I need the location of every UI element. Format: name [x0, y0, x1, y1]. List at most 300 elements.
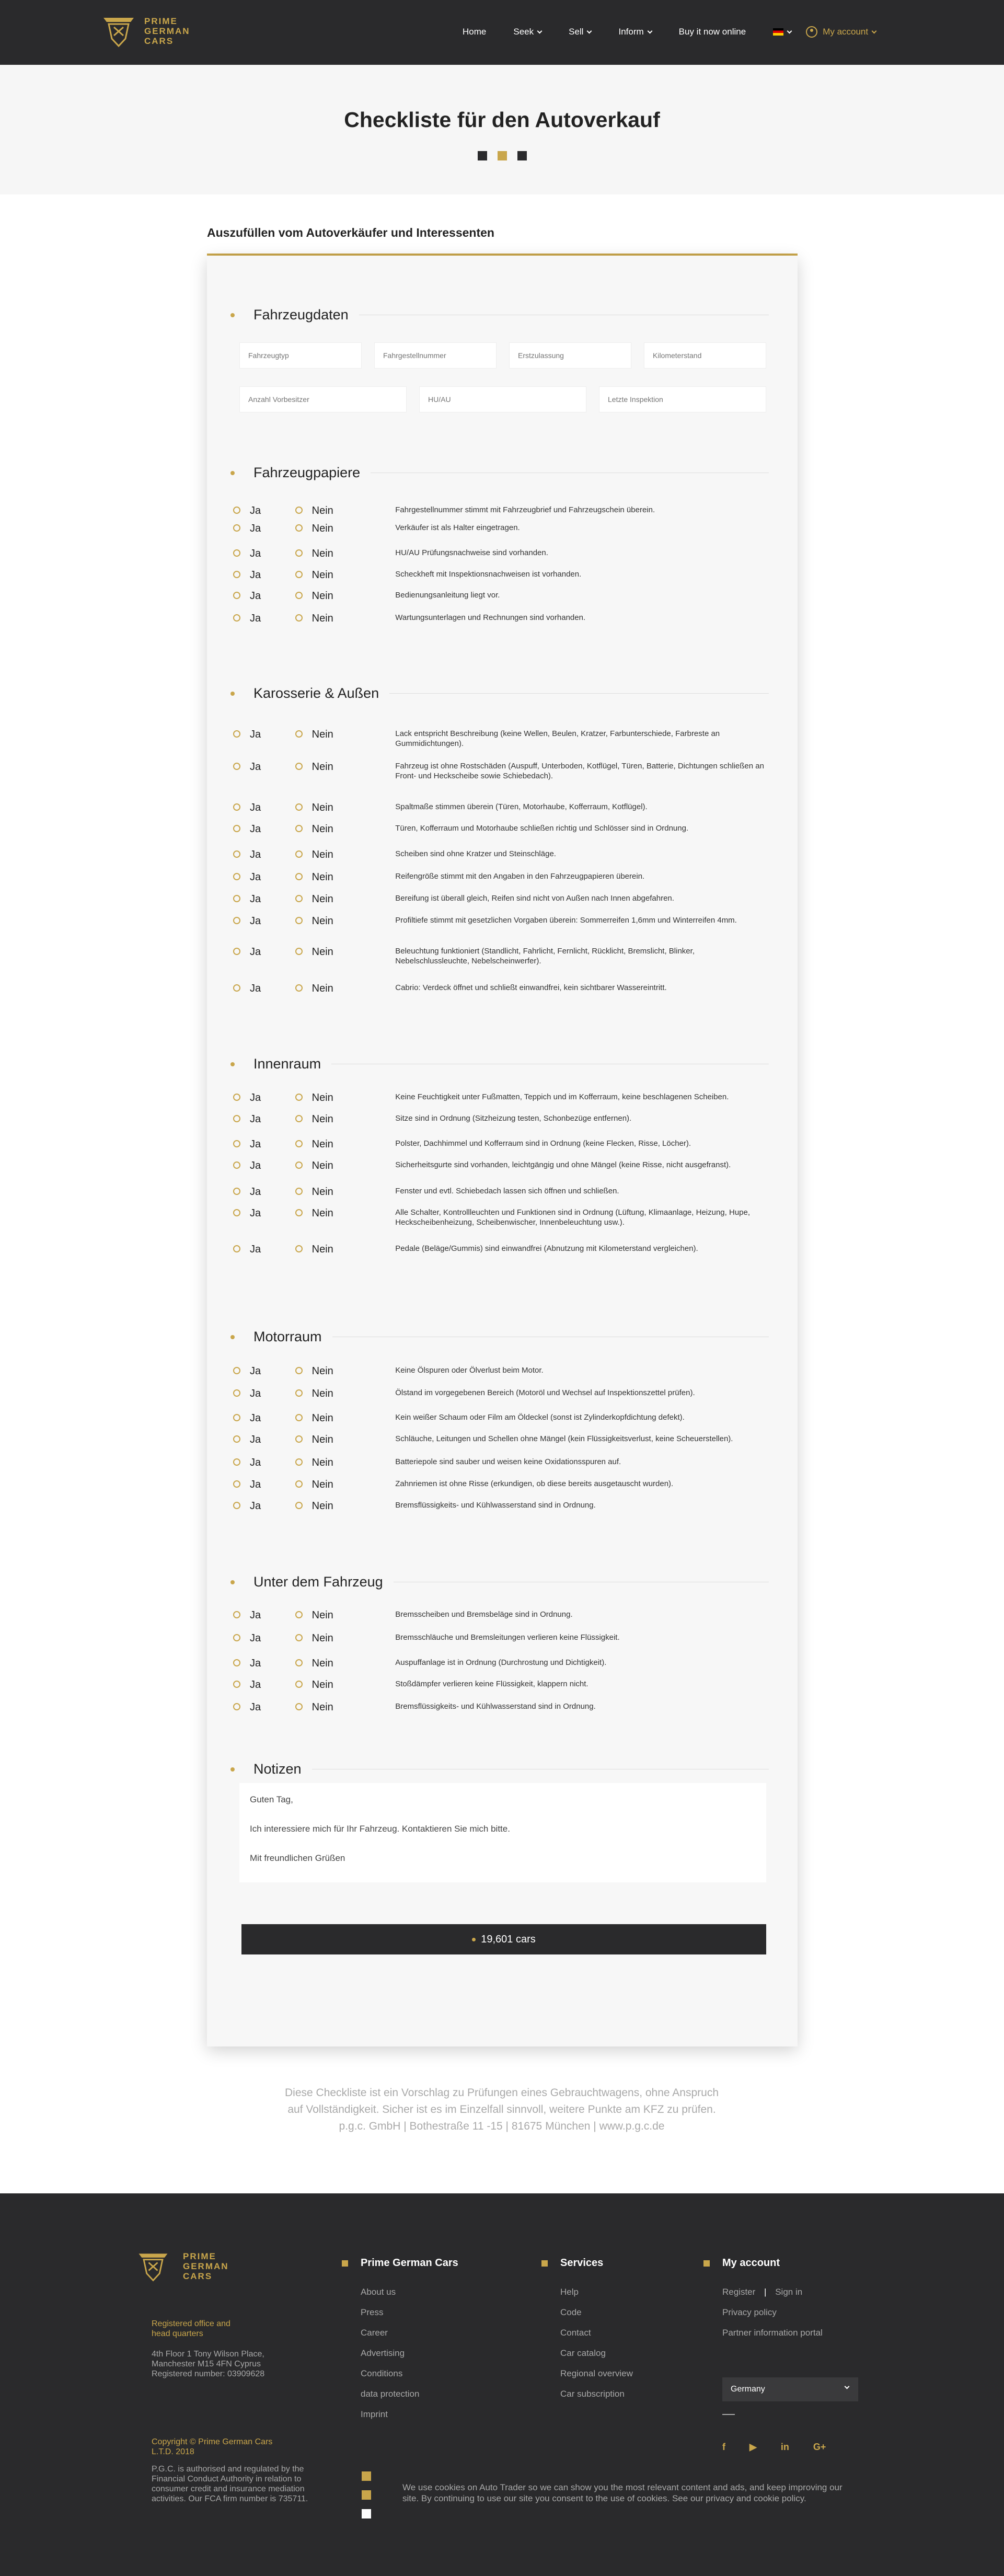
radio-label: Ja — [250, 1388, 261, 1399]
checklist-row — [233, 871, 766, 883]
top-navbar — [0, 0, 1004, 65]
radio-label: Nein — [311, 1434, 333, 1445]
group-header — [230, 1056, 769, 1072]
radio-circle-icon — [233, 948, 240, 955]
group-header — [230, 465, 769, 481]
radio-label: Nein — [311, 761, 333, 773]
bullet-square — [703, 2260, 710, 2267]
checklist-row — [233, 849, 766, 861]
account-menu[interactable]: My account — [806, 26, 876, 38]
checklist-item-text: Bedienungsanleitung liegt vor. — [395, 591, 500, 600]
checklist-row — [233, 1244, 766, 1256]
checkbox-icon[interactable] — [362, 2471, 371, 2481]
radio-circle-icon — [295, 1367, 303, 1374]
radio-label: Nein — [311, 1412, 333, 1424]
checklist-item-text: Keine Feuchtigkeit unter Fußmatten, Teppich und im Kofferraum, keine beschlagenen Scheiben. — [395, 1092, 729, 1101]
checklist-item-text: Reifengröße stimmt mit den Angaben in den Fahrzeugpapieren überein. — [395, 872, 645, 881]
checklist-item-text: Sitze sind in Ordnung (Sitzheizung testen, Schonbezüge entfernen). — [395, 1114, 632, 1123]
footer-link-car-catalog[interactable]: Car catalog — [560, 2348, 606, 2358]
radio-label: Nein — [311, 1701, 333, 1713]
youtube-icon[interactable]: ▶ — [749, 2442, 757, 2452]
radio-ja[interactable] — [233, 823, 295, 835]
radio-nein[interactable] — [295, 1244, 357, 1256]
footer-link-press[interactable]: Press — [361, 2307, 384, 2317]
checkbox-icon[interactable] — [362, 2509, 371, 2518]
radio-label: Nein — [311, 1679, 333, 1690]
divider — [722, 2414, 735, 2415]
radio-circle-icon — [295, 825, 303, 832]
group-title: Fahrzeugpapiere — [253, 465, 361, 480]
radio-label: Nein — [311, 569, 333, 581]
radio-ja[interactable] — [233, 1092, 295, 1104]
checklist-row — [233, 505, 766, 517]
radio-circle-icon — [233, 1414, 240, 1421]
radio-ja[interactable] — [233, 548, 295, 560]
radio-label: Ja — [250, 523, 261, 534]
radio-nein[interactable] — [295, 569, 357, 581]
radio-circle-icon — [233, 1681, 240, 1688]
radio-label: Ja — [250, 761, 261, 773]
checklist-item-text: Wartungsunterlagen und Rechnungen sind vorhanden. — [395, 613, 586, 622]
checklist-item-text: Keine Ölspuren oder Ölverlust beim Motor. — [395, 1366, 544, 1375]
input-letzte-inspektion[interactable] — [599, 386, 766, 412]
radio-circle-icon — [233, 1502, 240, 1509]
radio-nein[interactable] — [295, 590, 357, 602]
logo[interactable] — [99, 12, 190, 50]
bullet-dot — [230, 313, 235, 317]
chevron-down-icon — [587, 28, 592, 33]
radio-label: Ja — [250, 1244, 261, 1255]
radio-circle-icon — [295, 1188, 303, 1195]
radio-ja[interactable] — [233, 1658, 295, 1670]
checklist-row — [233, 1679, 766, 1691]
checklist-row — [233, 1500, 766, 1512]
radio-circle-icon — [295, 1140, 303, 1147]
checklist-row — [233, 1113, 766, 1125]
radio-ja[interactable] — [233, 523, 295, 535]
cookie-text: We use cookies on Auto Trader so we can show you the most relevant content and ads, and keep improving our site. By continuing to use our site you consent to the use of cookies. See our privacy and cookie policy. — [402, 2482, 843, 2503]
radio-nein[interactable] — [295, 1092, 357, 1104]
radio-ja[interactable] — [233, 871, 295, 883]
radio-circle-icon — [295, 571, 303, 578]
radio-ja[interactable] — [233, 729, 295, 741]
radio-circle-icon — [233, 850, 240, 858]
radio-nein[interactable] — [295, 1679, 357, 1691]
checklist-item-text: Alle Schalter, Kontrollleuchten und Funktionen sind in Ordnung (Lüftung, Klimaanlage, Heizung, Hupe, Heckscheibenheizung, Scheibenwischer, Innenbeleuchtung usw.). — [395, 1208, 751, 1227]
checklist-row — [233, 1138, 766, 1151]
radio-circle-icon — [295, 1209, 303, 1216]
radio-ja[interactable] — [233, 983, 295, 995]
radio-nein[interactable] — [295, 761, 357, 773]
bullet-dot — [472, 1938, 476, 1941]
input-fahrzeugtyp[interactable] — [239, 342, 362, 369]
checklist-row — [233, 983, 766, 995]
radio-nein[interactable] — [295, 1479, 357, 1491]
radio-nein[interactable] — [295, 613, 357, 625]
fca-notice: P.G.C. is authorised and regulated by the Financial Conduct Authority in relation to consumer credit and insurance mediation activities. Our FCA firm number is 735711. — [152, 2465, 308, 2503]
google-plus-icon[interactable]: G+ — [813, 2442, 826, 2452]
checklist-item-text: Polster, Dachhimmel und Kofferraum sind in Ordnung (keine Flecken, Risse, Löcher). — [395, 1139, 691, 1148]
input-hu-au[interactable] — [419, 386, 586, 412]
radio-ja[interactable] — [233, 1457, 295, 1469]
checklist-item-text: Beleuchtung funktioniert (Standlicht, Fahrlicht, Fernlicht, Rücklicht, Bremslicht, Blinker, Nebelschlussleuchte, Nebelscheinwerfer). — [395, 947, 695, 965]
cars-counter-button[interactable] — [241, 1924, 766, 1954]
radio-ja[interactable] — [233, 893, 295, 905]
footer-link-signin[interactable]: Sign in — [775, 2287, 803, 2297]
radio-nein[interactable] — [295, 1388, 357, 1400]
radio-circle-icon — [295, 1502, 303, 1509]
footer-link-code[interactable]: Code — [560, 2307, 582, 2317]
radio-label: Nein — [311, 983, 333, 994]
radio-nein[interactable] — [295, 1412, 357, 1424]
checklist-row — [233, 802, 766, 814]
bullet-dot — [230, 1335, 235, 1339]
title-decoration — [0, 151, 1004, 160]
radio-label: Ja — [250, 1457, 261, 1468]
footer-link-data-protection[interactable]: data protection — [361, 2389, 420, 2399]
radio-nein[interactable] — [295, 505, 357, 517]
radio-label: Ja — [250, 915, 261, 927]
radio-ja[interactable] — [233, 505, 295, 517]
radio-ja[interactable] — [233, 1365, 295, 1377]
radio-nein[interactable] — [295, 1138, 357, 1151]
input-kilometerstand[interactable] — [644, 342, 766, 369]
checklist-row — [233, 915, 766, 927]
radio-ja[interactable] — [233, 761, 295, 773]
radio-label: Ja — [250, 1365, 261, 1377]
disclaimer: Diese Checkliste ist ein Vorschlag zu Prüfungen eines Gebrauchtwagens, ohne Anspruch auf Vollständigkeit. Sicher ist es im Einzelfall sinnvoll, weitere Punkte am KFZ zu prüfen. p.g.c. GmbH | Bothestraße 11 -15 | 81675 München | www.p.g.c.de — [285, 2087, 719, 2132]
checklist-row — [233, 523, 766, 535]
radio-label: Nein — [311, 1244, 333, 1255]
radio-nein[interactable] — [295, 1500, 357, 1512]
chevron-down-icon — [787, 28, 792, 33]
radio-circle-icon — [295, 730, 303, 738]
footer-link-about[interactable]: About us — [361, 2287, 396, 2297]
nav-seek[interactable]: Seek — [513, 27, 541, 37]
checklist-item-text: Fenster und evtl. Schiebedach lassen sich öffnen und schließen. — [395, 1187, 619, 1195]
footer-link-imprint[interactable]: Imprint — [361, 2409, 388, 2419]
radio-ja[interactable] — [233, 1113, 295, 1125]
checklist-row — [233, 761, 766, 781]
group-title: Karosserie & Außen — [253, 685, 379, 701]
radio-label: Nein — [311, 613, 333, 624]
chevron-down-icon — [647, 28, 652, 33]
radio-nein[interactable] — [295, 871, 357, 883]
group-header — [230, 685, 769, 702]
radio-circle-icon — [233, 763, 240, 770]
radio-ja[interactable] — [233, 915, 295, 927]
radio-nein[interactable] — [295, 983, 357, 995]
radio-label: Ja — [250, 1658, 261, 1669]
radio-label: Ja — [250, 613, 261, 624]
radio-label: Ja — [250, 1679, 261, 1690]
radio-nein[interactable] — [295, 946, 357, 958]
radio-circle-icon — [295, 614, 303, 622]
footer — [0, 2193, 1004, 2576]
link-separator: | — [764, 2287, 767, 2297]
radio-circle-icon — [295, 917, 303, 924]
nav-sell[interactable]: Sell — [569, 27, 591, 37]
nav-home[interactable]: Home — [463, 27, 487, 37]
radio-label: Ja — [250, 983, 261, 994]
notes-line: Guten Tag, — [250, 1795, 293, 1804]
radio-nein[interactable] — [295, 1365, 357, 1377]
footer-link-help[interactable]: Help — [560, 2287, 579, 2297]
radio-label: Nein — [311, 523, 333, 534]
radio-nein[interactable] — [295, 1609, 357, 1622]
radio-circle-icon — [233, 1188, 240, 1195]
radio-ja[interactable] — [233, 569, 295, 581]
radio-nein[interactable] — [295, 1457, 357, 1469]
footer-link-privacy[interactable]: Privacy policy — [722, 2307, 777, 2317]
radio-label: Nein — [311, 893, 333, 905]
radio-circle-icon — [295, 549, 303, 557]
radio-nein[interactable] — [295, 802, 357, 814]
checklist-row — [233, 590, 766, 602]
radio-ja[interactable] — [233, 1434, 295, 1446]
checkbox-icon[interactable] — [362, 2490, 371, 2500]
radio-circle-icon — [233, 1162, 240, 1169]
radio-ja[interactable] — [233, 1679, 295, 1691]
radio-circle-icon — [233, 592, 240, 599]
radio-circle-icon — [233, 895, 240, 902]
radio-label: Ja — [250, 569, 261, 581]
radio-label: Nein — [311, 1609, 333, 1621]
checklist-item-text: Profiltiefe stimmt mit gesetzlichen Vorgaben überein: Sommerreifen 1,6mm und Winterreifen 4mm. — [395, 916, 737, 925]
radio-circle-icon — [233, 1659, 240, 1666]
footer-link-conditions[interactable]: Conditions — [361, 2368, 403, 2378]
linkedin-icon[interactable]: in — [780, 2442, 789, 2452]
checklist-item-text: Schläuche, Leitungen und Schellen ohne Mängel (kein Flüssigkeitsverlust, keine Scheuerstellen). — [395, 1434, 733, 1443]
footer-col-title: My account — [703, 2257, 823, 2269]
footer-logo[interactable] — [130, 2248, 229, 2284]
notes-line: Ich interessiere mich für Ihr Fahrzeug. Kontaktieren Sie mich bitte. — [250, 1824, 510, 1834]
checklist-item-text: Batteriepole sind sauber und weisen keine Oxidationsspuren auf. — [395, 1457, 621, 1466]
footer-col-services — [541, 2257, 633, 2409]
square-dark — [478, 151, 487, 160]
group-title: Motorraum — [253, 1329, 322, 1344]
radio-ja[interactable] — [233, 946, 295, 958]
checklist-item-text: HU/AU Prüfungsnachweise sind vorhanden. — [395, 548, 548, 557]
radio-label: Nein — [311, 1658, 333, 1669]
radio-label: Nein — [311, 1365, 333, 1377]
radio-circle-icon — [295, 1611, 303, 1618]
footer-link-career[interactable]: Career — [361, 2328, 388, 2338]
radio-nein[interactable] — [295, 1113, 357, 1125]
radio-nein[interactable] — [295, 548, 357, 560]
radio-nein[interactable] — [295, 1658, 357, 1670]
checklist-item-text: Ölstand im vorgegebenen Bereich (Motoröl und Wechsel auf Inspektionszettel prüfen). — [395, 1388, 695, 1397]
radio-label: Nein — [311, 1457, 333, 1468]
radio-label: Ja — [250, 590, 261, 602]
footer-link-car-subscription[interactable]: Car subscription — [560, 2389, 625, 2399]
radio-label: Nein — [311, 1388, 333, 1399]
radio-circle-icon — [295, 895, 303, 902]
footer-col-account — [703, 2257, 823, 2348]
footer-link-regional-overview[interactable]: Regional overview — [560, 2368, 633, 2378]
radio-nein[interactable] — [295, 1434, 357, 1446]
radio-circle-icon — [233, 825, 240, 832]
group-header — [230, 1574, 769, 1590]
radio-ja[interactable] — [233, 1388, 295, 1400]
radio-ja[interactable] — [233, 1412, 295, 1424]
checklist-item-text: Bremsflüssigkeits- und Kühlwasserstand sind in Ordnung. — [395, 1702, 596, 1711]
checklist-item-text: Zahnriemen ist ohne Risse (erkundigen, ob diese bereits ausgetauscht wurden). — [395, 1479, 674, 1488]
radio-label: Nein — [311, 1160, 333, 1171]
radio-label: Ja — [250, 802, 261, 813]
radio-label: Ja — [250, 1701, 261, 1713]
checklist-row — [233, 1609, 766, 1622]
square-gold — [498, 151, 507, 160]
radio-circle-icon — [233, 1209, 240, 1216]
radio-nein[interactable] — [295, 893, 357, 905]
bullet-dot — [230, 1580, 235, 1584]
radio-label: Ja — [250, 1632, 261, 1644]
radio-circle-icon — [295, 592, 303, 599]
checklist-row — [233, 1434, 766, 1446]
radio-nein[interactable] — [295, 1701, 357, 1714]
radio-nein[interactable] — [295, 1632, 357, 1644]
radio-label: Nein — [311, 823, 333, 835]
main-nav — [463, 26, 876, 38]
radio-label: Nein — [311, 849, 333, 860]
radio-label: Ja — [250, 729, 261, 740]
nav-buy-online[interactable]: Buy it now online — [678, 27, 746, 37]
radio-circle-icon — [233, 1634, 240, 1641]
checklist-row — [233, 1365, 766, 1377]
checklist-item-text: Bremsflüssigkeits- und Kühlwasserstand sind in Ordnung. — [395, 1501, 596, 1510]
radio-label: Nein — [311, 946, 333, 958]
checklist-row — [233, 1457, 766, 1469]
radio-label: Ja — [250, 849, 261, 860]
checklist-row — [233, 1632, 766, 1644]
checklist-row — [233, 1388, 766, 1400]
radio-nein[interactable] — [295, 729, 357, 741]
radio-ja[interactable] — [233, 1138, 295, 1151]
checklist-item-text: Bremsscheiben und Bremsbeläge sind in Ordnung. — [395, 1610, 573, 1619]
radio-label: Ja — [250, 1160, 261, 1171]
radio-label: Nein — [311, 1113, 333, 1125]
checklist-item-text: Lack entspricht Beschreibung (keine Wellen, Beulen, Kratzer, Farbunterschiede, Farbreste an Gummidichtungen). — [395, 729, 720, 748]
radio-circle-icon — [295, 873, 303, 880]
checklist-row — [233, 569, 766, 581]
radio-nein[interactable] — [295, 1160, 357, 1172]
radio-ja[interactable] — [233, 1160, 295, 1172]
radio-ja[interactable] — [233, 590, 295, 602]
radio-circle-icon — [233, 1245, 240, 1252]
chevron-down-icon — [845, 2384, 850, 2389]
radio-ja[interactable] — [233, 1186, 295, 1198]
radio-ja[interactable] — [233, 849, 295, 861]
radio-circle-icon — [295, 524, 303, 532]
checklist-row — [233, 1208, 766, 1227]
checklist-item-text: Bereifung ist überall gleich, Reifen sind nicht von Außen nach Innen abgefahren. — [395, 894, 674, 903]
bullet-square — [541, 2260, 548, 2267]
radio-label: Nein — [311, 871, 333, 883]
radio-nein[interactable] — [295, 1186, 357, 1198]
checklist-item-text: Türen, Kofferraum und Motorhaube schließen richtig und Schlösser sind in Ordnung. — [395, 824, 689, 833]
radio-label: Ja — [250, 1609, 261, 1621]
radio-circle-icon — [295, 1245, 303, 1252]
radio-nein[interactable] — [295, 823, 357, 835]
radio-label: Ja — [250, 505, 261, 516]
radio-ja[interactable] — [233, 1208, 295, 1220]
page-hero — [0, 65, 1004, 194]
radio-label: Nein — [311, 1479, 333, 1490]
language-selector[interactable] — [773, 28, 791, 36]
radio-nein[interactable] — [295, 1208, 357, 1220]
checklist-item-text: Auspuffanlage ist in Ordnung (Durchrostung und Dichtigkeit). — [395, 1658, 607, 1667]
radio-ja[interactable] — [233, 613, 295, 625]
checklist-row — [233, 1658, 766, 1670]
radio-label: Ja — [250, 1412, 261, 1424]
radio-circle-icon — [295, 984, 303, 992]
radio-label: Ja — [250, 1092, 261, 1103]
checklist-item-text: Pedale (Beläge/Gummis) sind einwandfrei (Abnutzung mit Kilometerstand vergleichen). — [395, 1244, 698, 1253]
notes-textarea[interactable] — [239, 1783, 766, 1882]
checklist-row — [233, 548, 766, 560]
radio-circle-icon — [295, 1115, 303, 1122]
nav-inform[interactable]: Inform — [618, 27, 651, 37]
footer-col-prime-german-cars — [342, 2257, 458, 2430]
input-anzahl-vorbesitzer[interactable] — [239, 386, 407, 412]
footer-link-register[interactable]: Register — [722, 2287, 756, 2297]
radio-circle-icon — [295, 763, 303, 770]
radio-ja[interactable] — [233, 1609, 295, 1622]
notes-line: Mit freundlichen Grüßen — [250, 1853, 345, 1863]
radio-label: Nein — [311, 590, 333, 602]
group-title: Innenraum — [253, 1056, 321, 1072]
radio-label: Ja — [250, 1186, 261, 1198]
checklist-row — [233, 729, 766, 749]
input-fahrgestellnummer[interactable] — [374, 342, 497, 369]
radio-label: Ja — [250, 1208, 261, 1219]
radio-nein[interactable] — [295, 849, 357, 861]
country-select[interactable]: Germany — [722, 2377, 858, 2401]
checklist-item-text: Bremsschläuche und Bremsleitungen verlieren keine Flüssigkeit. — [395, 1633, 620, 1642]
radio-ja[interactable] — [233, 1701, 295, 1714]
footer-link-advertising[interactable]: Advertising — [361, 2348, 405, 2358]
radio-label: Nein — [311, 1632, 333, 1644]
office-title: Registered office and head quarters — [152, 2319, 230, 2338]
footer-link-partner-portal[interactable]: Partner information portal — [722, 2328, 823, 2338]
radio-circle-icon — [233, 1480, 240, 1488]
radio-nein[interactable] — [295, 523, 357, 535]
radio-label: Ja — [250, 1500, 261, 1512]
social-links — [722, 2442, 826, 2453]
radio-nein[interactable] — [295, 915, 357, 927]
facebook-icon[interactable]: f — [722, 2442, 725, 2452]
input-erstzulassung[interactable] — [509, 342, 631, 369]
bullet-dot — [230, 692, 235, 696]
radio-ja[interactable] — [233, 802, 295, 814]
footer-link-contact[interactable]: Contact — [560, 2328, 591, 2338]
radio-circle-icon — [233, 614, 240, 622]
group-title: Fahrzeugdaten — [253, 307, 349, 323]
chevron-down-icon — [537, 28, 543, 33]
logo-crest-icon — [130, 2248, 177, 2284]
radio-circle-icon — [295, 1703, 303, 1710]
radio-ja[interactable] — [233, 1244, 295, 1256]
radio-ja[interactable] — [233, 1632, 295, 1644]
radio-ja[interactable] — [233, 1500, 295, 1512]
radio-label: Ja — [250, 1479, 261, 1490]
checklist-row — [233, 946, 766, 966]
bullet-dot — [230, 1062, 235, 1066]
group-header — [230, 1329, 769, 1345]
radio-ja[interactable] — [233, 1479, 295, 1491]
radio-circle-icon — [233, 1389, 240, 1397]
